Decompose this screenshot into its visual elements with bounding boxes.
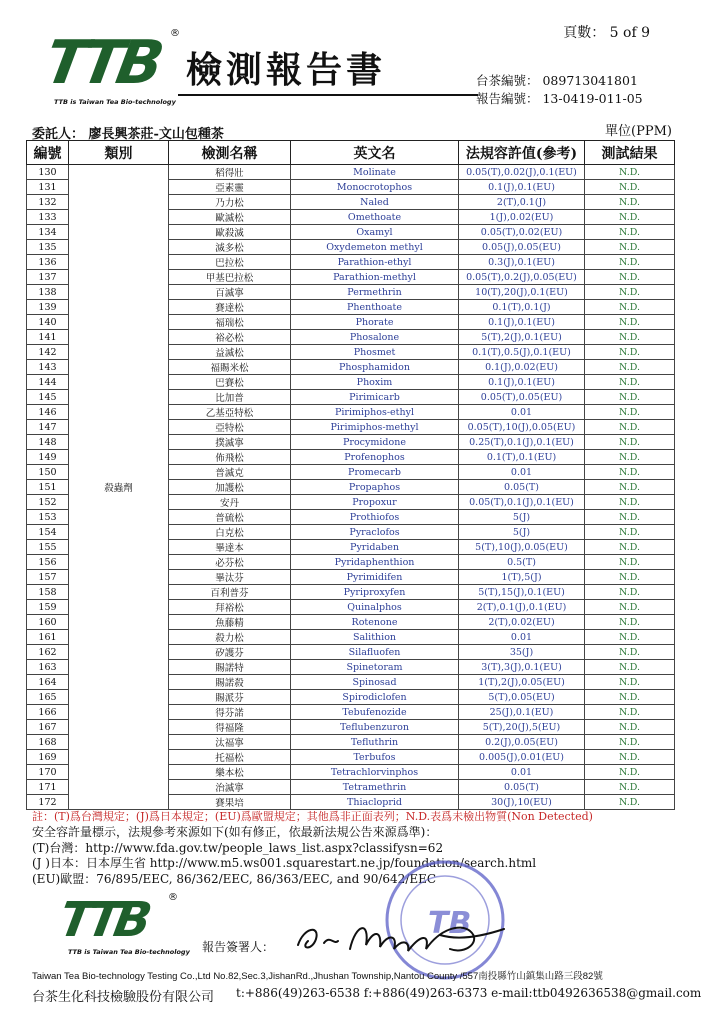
test-result: N.D. [585,540,675,555]
chinese-name: 稻得壯 [169,165,291,180]
row-number: 159 [27,600,69,615]
chinese-name: 撲滅寧 [169,435,291,450]
header-number: 編號 [27,141,69,165]
english-name: Propaphos [291,480,459,495]
english-name: Thiacloprid [291,795,459,810]
registered-mark: ® [170,28,180,39]
footer-logo-tagline: TTB is Taiwan Tea Bio-technology [68,948,190,956]
mrl-value: 2(T),0.02(EU) [459,615,585,630]
chinese-name: 賜諾殺 [169,675,291,690]
mrl-value: 30(J),10(EU) [459,795,585,810]
english-name: Rotenone [291,615,459,630]
ttb-logo [39,28,186,108]
english-name: Pirimicarb [291,390,459,405]
mrl-value: 0.1(J),0.02(EU) [459,360,585,375]
mrl-value: 0.05(T),0.1(J),0.1(EU) [459,495,585,510]
test-result: N.D. [585,660,675,675]
mrl-value: 0.1(J),0.1(EU) [459,180,585,195]
chinese-name: 得芬諾 [169,705,291,720]
test-result: N.D. [585,495,675,510]
mrl-value: 0.1(J),0.1(EU) [459,315,585,330]
unit-label: 單位(PPM) [605,124,672,139]
english-name: Tebufenozide [291,705,459,720]
mrl-value: 2(T),0.1(J),0.1(EU) [459,600,585,615]
english-name: Monocrotophos [291,180,459,195]
row-number: 171 [27,780,69,795]
english-name: Prothiofos [291,510,459,525]
test-result: N.D. [585,420,675,435]
test-result: N.D. [585,255,675,270]
mrl-value: 5(T),0.05(EU) [459,690,585,705]
mrl-value: 0.01 [459,405,585,420]
row-number: 142 [27,345,69,360]
english-name: Omethoate [291,210,459,225]
english-name: Phoxim [291,375,459,390]
test-result: N.D. [585,300,675,315]
english-name: Phorate [291,315,459,330]
chinese-name: 白克松 [169,525,291,540]
report-title: 檢測報告書 [186,49,387,91]
test-result: N.D. [585,675,675,690]
english-name: Naled [291,195,459,210]
chinese-name: 百利普芬 [169,585,291,600]
english-name: Phosalone [291,330,459,345]
row-number: 138 [27,285,69,300]
row-number: 147 [27,420,69,435]
chinese-name: 滅多松 [169,240,291,255]
row-number: 165 [27,690,69,705]
test-result: N.D. [585,345,675,360]
row-number: 167 [27,720,69,735]
row-number: 162 [27,645,69,660]
logo-tagline: TTB is Taiwan Tea Bio-technology [54,98,176,106]
header-test-name: 檢測名稱 [169,141,291,165]
row-number: 145 [27,390,69,405]
source-taiwan: (T)台灣：http://www.fda.gov.tw/people_laws_list.aspx?classifysn=62 [32,840,444,855]
english-name: Molinate [291,165,459,180]
row-number: 163 [27,660,69,675]
row-number: 156 [27,555,69,570]
chinese-name: 必芬松 [169,555,291,570]
test-result: N.D. [585,240,675,255]
row-number: 146 [27,405,69,420]
english-name: Pyridaphenthion [291,555,459,570]
row-number: 153 [27,510,69,525]
english-name: Parathion-ethyl [291,255,459,270]
row-number: 139 [27,300,69,315]
chinese-name: 賜派芬 [169,690,291,705]
chinese-name: 歐滅松 [169,210,291,225]
mrl-value: 0.2(J),0.05(EU) [459,735,585,750]
test-result: N.D. [585,270,675,285]
test-result: N.D. [585,390,675,405]
mrl-value: 1(T),5(J) [459,570,585,585]
test-result: N.D. [585,750,675,765]
chinese-name: 巴賽松 [169,375,291,390]
english-name: Pirimiphos-ethyl [291,405,459,420]
header-mrl: 法規容許值(參考) [459,141,585,165]
page-number: 頁數： 5 of 9 [563,25,650,41]
footer-logo [55,892,190,962]
mrl-value: 1(T),2(J),0.05(EU) [459,675,585,690]
test-result: N.D. [585,570,675,585]
english-name: Spirodiclofen [291,690,459,705]
chinese-name: 畢達本 [169,540,291,555]
mrl-value: 0.05(T) [459,780,585,795]
test-result: N.D. [585,615,675,630]
chinese-name: 安丹 [169,495,291,510]
legend-note: 註：(T)爲台灣規定；(J)爲日本規定；(EU)爲歐盟規定；其他爲非正面表列；N.D.表爲未檢出物質(Non Detected) [32,810,593,823]
mrl-value: 0.1(T),0.1(J) [459,300,585,315]
mrl-value: 5(J) [459,510,585,525]
row-number: 135 [27,240,69,255]
chinese-name: 裕必松 [169,330,291,345]
footer-registered-mark: ® [168,892,178,903]
test-result: N.D. [585,720,675,735]
results-table [26,140,675,810]
row-number: 152 [27,495,69,510]
chinese-name: 托福松 [169,750,291,765]
test-result: N.D. [585,690,675,705]
client-line: 委託人： 廖長興茶莊-文山包種茶 [32,127,224,142]
chinese-name: 普滅克 [169,465,291,480]
contact-info: t:+886(49)263-6538 f:+886(49)263-6373 e-mail:ttb0492636538@gmail.com [236,986,702,1000]
test-result: N.D. [585,585,675,600]
chinese-name: 比加普 [169,390,291,405]
row-number: 134 [27,225,69,240]
test-result: N.D. [585,465,675,480]
english-name: Pirimiphos-methyl [291,420,459,435]
mrl-value: 0.05(T),0.2(J),0.05(EU) [459,270,585,285]
chinese-name: 樂本松 [169,765,291,780]
row-number: 154 [27,525,69,540]
mrl-value: 0.05(T),0.02(EU) [459,225,585,240]
row-number: 166 [27,705,69,720]
row-number: 148 [27,435,69,450]
chinese-name: 普硫松 [169,510,291,525]
chinese-name: 福瑞松 [169,315,291,330]
english-name: Pyrimidifen [291,570,459,585]
test-result: N.D. [585,525,675,540]
english-name: Tetrachlorvinphos [291,765,459,780]
row-number: 158 [27,585,69,600]
row-number: 149 [27,450,69,465]
row-number: 130 [27,165,69,180]
english-name: Pyridaben [291,540,459,555]
signer-label: 報告簽署人： [202,940,275,954]
chinese-name: 賽果培 [169,795,291,810]
test-result: N.D. [585,510,675,525]
row-number: 140 [27,315,69,330]
test-result: N.D. [585,735,675,750]
chinese-name: 益滅松 [169,345,291,360]
test-result: N.D. [585,435,675,450]
test-result: N.D. [585,165,675,180]
report-codes [476,72,643,108]
row-number: 161 [27,630,69,645]
row-number: 157 [27,570,69,585]
english-name: Tefluthrin [291,735,459,750]
mrl-value: 0.01 [459,765,585,780]
english-name: Permethrin [291,285,459,300]
chinese-name: 賽達松 [169,300,291,315]
chinese-name: 巴拉松 [169,255,291,270]
chinese-name: 賜諾特 [169,660,291,675]
row-number: 168 [27,735,69,750]
chinese-name: 拜裕松 [169,600,291,615]
mrl-value: 0.1(T),0.1(EU) [459,450,585,465]
mrl-value: 5(T),20(J),5(EU) [459,720,585,735]
taicha-code: 台茶編號： 08971304180​1 [476,73,638,88]
row-number: 144 [27,375,69,390]
english-name: Salithion [291,630,459,645]
row-number: 136 [27,255,69,270]
mrl-value: 5(J) [459,525,585,540]
mrl-value: 25(J),0.1(EU) [459,705,585,720]
english-name: Teflubenzuron [291,720,459,735]
footer-logo-text: TTB [55,892,151,948]
chinese-name: 魚藤精 [169,615,291,630]
english-name: Propoxur [291,495,459,510]
row-number: 151 [27,480,69,495]
row-number: 143 [27,360,69,375]
mrl-value: 0.05(T) [459,480,585,495]
test-result: N.D. [585,645,675,660]
test-result: N.D. [585,555,675,570]
header-english-name: 英文名 [291,141,459,165]
test-result: N.D. [585,195,675,210]
mrl-value: 0.1(T),0.5(J),0.1(EU) [459,345,585,360]
row-number: 137 [27,270,69,285]
report-code: 報告編號： 13-0419-011-05 [476,91,643,106]
company-chinese-name: 台茶生化科技檢驗股份有限公司 [32,990,215,1005]
mrl-value: 5(T),10(J),0.05(EU) [459,540,585,555]
title-divider [178,94,478,96]
chinese-name: 亞特松 [169,420,291,435]
mrl-value: 0.1(J),0.1(EU) [459,375,585,390]
test-result: N.D. [585,480,675,495]
chinese-name: 畢汰芬 [169,570,291,585]
chinese-name: 矽護芬 [169,645,291,660]
mrl-value: 0.05(T),0.05(EU) [459,390,585,405]
chinese-name: 福賜米松 [169,360,291,375]
row-number: 141 [27,330,69,345]
english-name: Oxydemeton methyl [291,240,459,255]
chinese-name: 汰福寧 [169,735,291,750]
row-number: 132 [27,195,69,210]
row-number: 160 [27,615,69,630]
svg-text:TB: TB [428,906,472,941]
english-name: Phenthoate [291,300,459,315]
row-number: 155 [27,540,69,555]
english-name: Pyriproxyfen [291,585,459,600]
chinese-name: 殺力松 [169,630,291,645]
mrl-value: 0.05(J),0.05(EU) [459,240,585,255]
mrl-value: 3(T),3(J),0.1(EU) [459,660,585,675]
row-number: 150 [27,465,69,480]
sources-intro: 安全容許量標示，法規參考來源如下(如有修正，依最新法規公告來源爲準)： [32,825,438,839]
mrl-value: 0.01 [459,465,585,480]
row-number: 133 [27,210,69,225]
mrl-value: 0.25(T),0.1(J),0.1(EU) [459,435,585,450]
test-result: N.D. [585,180,675,195]
logo-text: TTB [39,28,164,98]
mrl-value: 5(T),2(J),0.1(EU) [459,330,585,345]
english-name: Oxamyl [291,225,459,240]
english-name: Profenophos [291,450,459,465]
table-header-row [27,141,675,165]
test-result: N.D. [585,315,675,330]
mrl-value: 0.01 [459,630,585,645]
chinese-name: 佈飛松 [169,450,291,465]
header-category: 類別 [69,141,169,165]
test-result: N.D. [585,210,675,225]
mrl-value: 0.005(J),0.01(EU) [459,750,585,765]
source-eu: (EU)歐盟：76/895/EEC, 86/362/EEC, 86/363/EEC, and 90/642/EEC [32,871,437,886]
test-result: N.D. [585,780,675,795]
chinese-name: 治滅寧 [169,780,291,795]
test-result: N.D. [585,375,675,390]
mrl-value: 35(J) [459,645,585,660]
mrl-value: 5(T),15(J),0.1(EU) [459,585,585,600]
mrl-value: 0.05(T),10(J),0.05(EU) [459,420,585,435]
test-result: N.D. [585,405,675,420]
english-name: Parathion-methyl [291,270,459,285]
chinese-name: 歐殺滅 [169,225,291,240]
english-name: Phosmet [291,345,459,360]
mrl-value: 0.5(T) [459,555,585,570]
row-number: 169 [27,750,69,765]
company-english-address: Taiwan Tea Bio-technology Testing Co.,Ltd No.82,Sec.3,JishanRd.,Jhushan Township,Nantou County /557南投縣竹山鎮集山路三段82號 [32,971,603,982]
english-name: Spinosad [291,675,459,690]
row-number: 170 [27,765,69,780]
chinese-name: 乃力松 [169,195,291,210]
english-name: Procymidone [291,435,459,450]
english-name: Promecarb [291,465,459,480]
mrl-value: 1(J),0.02(EU) [459,210,585,225]
mrl-value: 0.05(T),0.02(J),0.1(EU) [459,165,585,180]
mrl-value: 0.3(J),0.1(EU) [459,255,585,270]
row-number: 131 [27,180,69,195]
handwritten-signature [290,905,510,965]
mrl-value: 10(T),20(J),0.1(EU) [459,285,585,300]
test-result: N.D. [585,630,675,645]
test-result: N.D. [585,225,675,240]
english-name: Phosphamidon [291,360,459,375]
test-result: N.D. [585,705,675,720]
test-result: N.D. [585,600,675,615]
category-cell: 殺蟲劑 [69,165,169,810]
table-row [27,165,675,180]
english-name: Silafluofen [291,645,459,660]
chinese-name: 甲基巴拉松 [169,270,291,285]
test-result: N.D. [585,795,675,810]
english-name: Tetramethrin [291,780,459,795]
test-result: N.D. [585,450,675,465]
mrl-value: 2(T),0.1(J) [459,195,585,210]
chinese-name: 加護松 [169,480,291,495]
test-result: N.D. [585,330,675,345]
header-result: 測試結果 [585,141,675,165]
test-result: N.D. [585,285,675,300]
source-japan: (J )日本：日本厚生省 http://www.m5.ws001.squarestart.ne.jp/foundation/search.html [32,856,537,870]
row-number: 172 [27,795,69,810]
english-name: Spinetoram [291,660,459,675]
chinese-name: 亞素靈 [169,180,291,195]
chinese-name: 乙基亞特松 [169,405,291,420]
test-result: N.D. [585,360,675,375]
row-number: 164 [27,675,69,690]
chinese-name: 得福隆 [169,720,291,735]
english-name: Terbufos [291,750,459,765]
test-result: N.D. [585,765,675,780]
english-name: Pyraclofos [291,525,459,540]
english-name: Quinalphos [291,600,459,615]
chinese-name: 百滅寧 [169,285,291,300]
